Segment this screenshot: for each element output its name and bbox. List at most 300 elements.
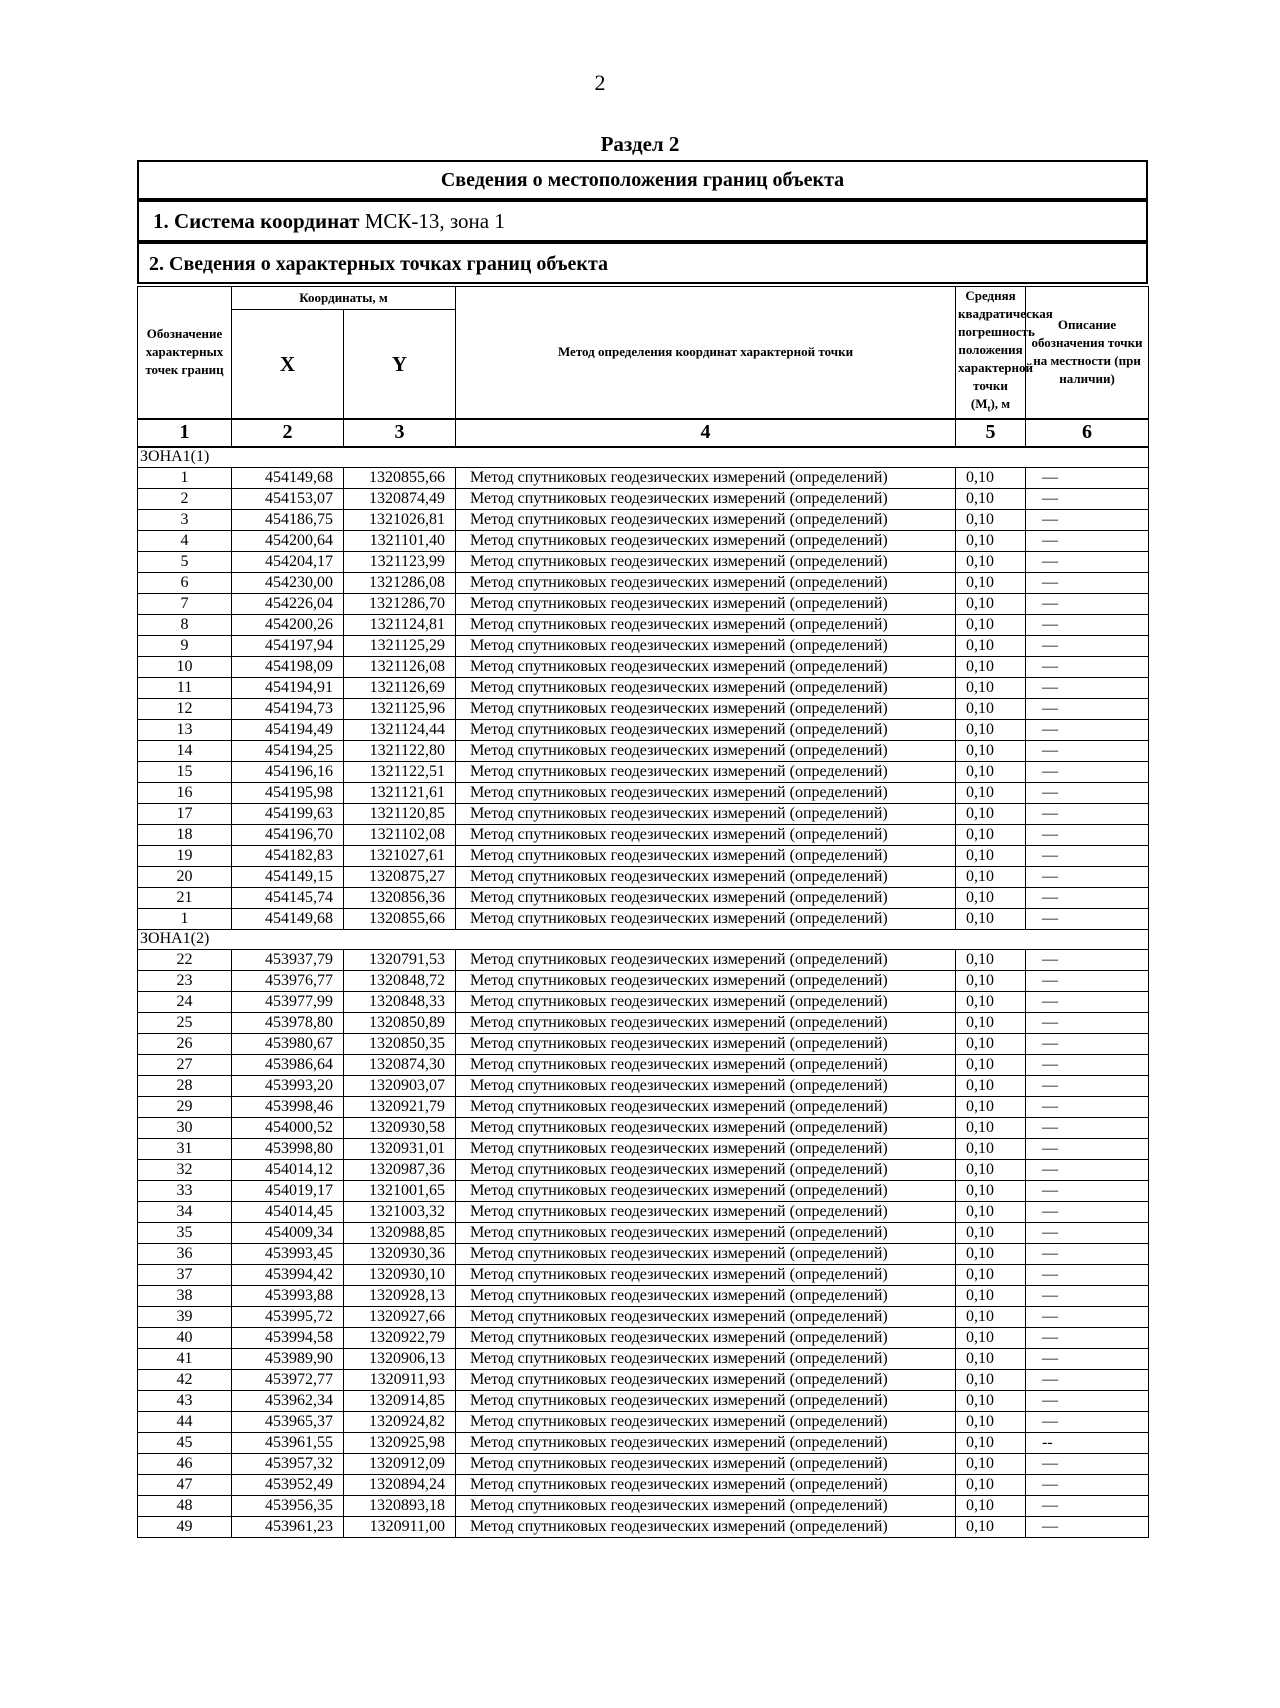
method-cell: Метод спутниковых геодезических измерений (определений) (456, 866, 956, 887)
table-row (138, 866, 1149, 887)
column-number: 2 (232, 419, 344, 447)
description-cell: — (1026, 740, 1149, 761)
accuracy-cell: 0,10 (956, 1138, 1026, 1159)
accuracy-cell: 0,10 (956, 803, 1026, 824)
coord-y: 1320930,58 (344, 1117, 456, 1138)
table-row (138, 1033, 1149, 1054)
table-row (138, 824, 1149, 845)
point-number: 4 (138, 530, 232, 551)
method-cell: Метод спутниковых геодезических измерений (определений) (456, 782, 956, 803)
method-cell: Метод спутниковых геодезических измерений (определений) (456, 572, 956, 593)
coord-system-label: 1. Система координат (153, 209, 360, 233)
coord-y: 1320914,85 (344, 1390, 456, 1411)
method-cell: Метод спутниковых геодезических измерений (определений) (456, 1222, 956, 1243)
table-row (138, 1474, 1149, 1495)
table-row (138, 1411, 1149, 1432)
table-row (138, 677, 1149, 698)
point-number: 40 (138, 1327, 232, 1348)
coord-x: 454014,12 (232, 1159, 344, 1180)
table-row (138, 551, 1149, 572)
accuracy-cell: 0,10 (956, 593, 1026, 614)
header-row-1 (138, 287, 1149, 310)
point-number: 2 (138, 488, 232, 509)
coord-y: 1321286,70 (344, 593, 456, 614)
table-row (138, 698, 1149, 719)
table-row (138, 572, 1149, 593)
method-cell: Метод спутниковых геодезических измерений (определений) (456, 908, 956, 929)
table-row (138, 488, 1149, 509)
accuracy-cell: 0,10 (956, 1012, 1026, 1033)
header-coordinates: Координаты, м (232, 287, 456, 310)
coord-y: 1320875,27 (344, 866, 456, 887)
coord-y: 1320987,36 (344, 1159, 456, 1180)
coord-x: 453972,77 (232, 1369, 344, 1390)
point-number: 35 (138, 1222, 232, 1243)
accuracy-cell: 0,10 (956, 1201, 1026, 1222)
section-title: Раздел 2 (600, 132, 680, 156)
table-row (138, 991, 1149, 1012)
description-cell: — (1026, 782, 1149, 803)
coord-system-value: МСК-13, зона 1 (364, 209, 505, 233)
method-cell: Метод спутниковых геодезических измерений (определений) (456, 1117, 956, 1138)
coord-x: 453977,99 (232, 991, 344, 1012)
coord-x: 453952,49 (232, 1474, 344, 1495)
accuracy-cell: 0,10 (956, 845, 1026, 866)
boundary-points-table (137, 286, 1149, 1538)
description-cell: — (1026, 719, 1149, 740)
method-cell: Метод спутниковых геодезических измерений (определений) (456, 677, 956, 698)
method-cell: Метод спутниковых геодезических измерений (определений) (456, 803, 956, 824)
point-number: 28 (138, 1075, 232, 1096)
description-cell: — (1026, 887, 1149, 908)
description-cell: — (1026, 1033, 1149, 1054)
table-row (138, 1432, 1149, 1453)
coord-x: 453993,88 (232, 1285, 344, 1306)
description-cell: — (1026, 1201, 1149, 1222)
point-number: 16 (138, 782, 232, 803)
table-row (138, 970, 1149, 991)
method-cell: Метод спутниковых геодезических измерений (определений) (456, 719, 956, 740)
coord-y: 1321120,85 (344, 803, 456, 824)
coord-x: 454204,17 (232, 551, 344, 572)
accuracy-cell: 0,10 (956, 488, 1026, 509)
method-cell: Метод спутниковых геодезических измерений (определений) (456, 1411, 956, 1432)
method-cell: Метод спутниковых геодезических измерений (определений) (456, 1033, 956, 1054)
coord-x: 454194,49 (232, 719, 344, 740)
point-number: 32 (138, 1159, 232, 1180)
coord-x: 454194,73 (232, 698, 344, 719)
description-cell: — (1026, 1264, 1149, 1285)
table-row (138, 1243, 1149, 1264)
coord-x: 454230,00 (232, 572, 344, 593)
point-number: 17 (138, 803, 232, 824)
description-cell: — (1026, 530, 1149, 551)
method-cell: Метод спутниковых геодезических измерений (определений) (456, 1012, 956, 1033)
description-cell: — (1026, 1327, 1149, 1348)
accuracy-cell: 0,10 (956, 1117, 1026, 1138)
method-cell: Метод спутниковых геодезических измерений (определений) (456, 1201, 956, 1222)
description-cell: — (1026, 1075, 1149, 1096)
accuracy-cell: 0,10 (956, 467, 1026, 488)
method-cell: Метод спутниковых геодезических измерений (определений) (456, 1474, 956, 1495)
table-row (138, 1159, 1149, 1180)
accuracy-cell: 0,10 (956, 530, 1026, 551)
point-number: 27 (138, 1054, 232, 1075)
header-description: Описание обозначения точки на местности (при наличии) (1026, 287, 1149, 419)
point-number: 34 (138, 1201, 232, 1222)
coord-y: 1320911,93 (344, 1369, 456, 1390)
coord-system-row (137, 200, 1148, 242)
column-number: 4 (456, 419, 956, 447)
point-number: 12 (138, 698, 232, 719)
point-number: 45 (138, 1432, 232, 1453)
coord-y: 1320894,24 (344, 1474, 456, 1495)
accuracy-cell: 0,10 (956, 1264, 1026, 1285)
coord-x: 453965,37 (232, 1411, 344, 1432)
description-cell: — (1026, 1012, 1149, 1033)
method-cell: Метод спутниковых геодезических измерений (определений) (456, 1495, 956, 1516)
coord-x: 453995,72 (232, 1306, 344, 1327)
coord-x: 453980,67 (232, 1033, 344, 1054)
coord-x: 454197,94 (232, 635, 344, 656)
table-row (138, 1096, 1149, 1117)
method-cell: Метод спутниковых геодезических измерений (определений) (456, 1285, 956, 1306)
accuracy-cell: 0,10 (956, 551, 1026, 572)
coord-y: 1320925,98 (344, 1432, 456, 1453)
point-number: 46 (138, 1453, 232, 1474)
coord-x: 454182,83 (232, 845, 344, 866)
method-cell: Метод спутниковых геодезических измерений (определений) (456, 1075, 956, 1096)
point-number: 33 (138, 1180, 232, 1201)
coord-x: 454145,74 (232, 887, 344, 908)
point-number: 11 (138, 677, 232, 698)
accuracy-cell: 0,10 (956, 614, 1026, 635)
coord-y: 1321122,51 (344, 761, 456, 782)
description-cell: — (1026, 1054, 1149, 1075)
coord-y: 1321124,44 (344, 719, 456, 740)
description-cell: — (1026, 1138, 1149, 1159)
point-number: 37 (138, 1264, 232, 1285)
coord-x: 454149,15 (232, 866, 344, 887)
table-row (138, 1327, 1149, 1348)
coord-y: 1320927,66 (344, 1306, 456, 1327)
method-cell: Метод спутниковых геодезических измерений (определений) (456, 824, 956, 845)
coord-y: 1321126,69 (344, 677, 456, 698)
accuracy-cell: 0,10 (956, 635, 1026, 656)
coord-x: 453961,23 (232, 1516, 344, 1537)
accuracy-cell: 0,10 (956, 970, 1026, 991)
coord-y: 1320988,85 (344, 1222, 456, 1243)
table-row (138, 908, 1149, 929)
description-cell: — (1026, 803, 1149, 824)
coord-y: 1321026,81 (344, 509, 456, 530)
coord-x: 454009,34 (232, 1222, 344, 1243)
description-cell: — (1026, 572, 1149, 593)
method-cell: Метод спутниковых геодезических измерений (определений) (456, 1516, 956, 1537)
description-cell: — (1026, 1348, 1149, 1369)
accuracy-cell: 0,10 (956, 866, 1026, 887)
point-number: 6 (138, 572, 232, 593)
method-cell: Метод спутниковых геодезических измерений (определений) (456, 1453, 956, 1474)
zone-row (138, 447, 1149, 468)
table-row (138, 740, 1149, 761)
point-number: 48 (138, 1495, 232, 1516)
column-number: 1 (138, 419, 232, 447)
method-cell: Метод спутниковых геодезических измерений (определений) (456, 761, 956, 782)
description-cell: — (1026, 635, 1149, 656)
table-row (138, 949, 1149, 970)
coord-y: 1320874,49 (344, 488, 456, 509)
coord-x: 454226,04 (232, 593, 344, 614)
accuracy-cell: 0,10 (956, 677, 1026, 698)
description-cell: — (1026, 761, 1149, 782)
description-cell: — (1026, 1453, 1149, 1474)
coord-y: 1320912,09 (344, 1453, 456, 1474)
accuracy-cell: 0,10 (956, 761, 1026, 782)
method-cell: Метод спутниковых геодезических измерений (определений) (456, 1327, 956, 1348)
description-cell: — (1026, 908, 1149, 929)
coord-y: 1321124,81 (344, 614, 456, 635)
coord-y: 1320930,10 (344, 1264, 456, 1285)
coord-x: 453937,79 (232, 949, 344, 970)
coord-y: 1320928,13 (344, 1285, 456, 1306)
accuracy-cell: 0,10 (956, 949, 1026, 970)
method-cell: Метод спутниковых геодезических измерений (определений) (456, 593, 956, 614)
point-number: 19 (138, 845, 232, 866)
table-row (138, 1012, 1149, 1033)
point-number: 9 (138, 635, 232, 656)
coord-x: 453998,46 (232, 1096, 344, 1117)
coord-x: 454196,16 (232, 761, 344, 782)
description-cell: — (1026, 593, 1149, 614)
coord-y: 1320906,13 (344, 1348, 456, 1369)
accuracy-cell: 0,10 (956, 1222, 1026, 1243)
header-designation: Обозначение характерных точек границ (138, 287, 232, 419)
description-cell: — (1026, 1180, 1149, 1201)
coord-x: 454198,09 (232, 656, 344, 677)
coord-y: 1320791,53 (344, 949, 456, 970)
coord-x: 453962,34 (232, 1390, 344, 1411)
method-cell: Метод спутниковых геодезических измерений (определений) (456, 1054, 956, 1075)
description-cell: — (1026, 866, 1149, 887)
coord-x: 454153,07 (232, 488, 344, 509)
accuracy-cell: 0,10 (956, 1180, 1026, 1201)
coord-y: 1320893,18 (344, 1495, 456, 1516)
coord-y: 1320921,79 (344, 1096, 456, 1117)
accuracy-cell: 0,10 (956, 572, 1026, 593)
coord-x: 454196,70 (232, 824, 344, 845)
point-number: 44 (138, 1411, 232, 1432)
description-cell: — (1026, 1516, 1149, 1537)
description-cell: — (1026, 551, 1149, 572)
method-cell: Метод спутниковых геодезических измерений (определений) (456, 1348, 956, 1369)
description-cell: — (1026, 1117, 1149, 1138)
method-cell: Метод спутниковых геодезических измерений (определений) (456, 1390, 956, 1411)
description-cell: — (1026, 1285, 1149, 1306)
point-number: 13 (138, 719, 232, 740)
method-cell: Метод спутниковых геодезических измерений (определений) (456, 1264, 956, 1285)
coord-x: 454199,63 (232, 803, 344, 824)
point-number: 47 (138, 1474, 232, 1495)
coord-y: 1320848,33 (344, 991, 456, 1012)
description-cell: — (1026, 1495, 1149, 1516)
coord-x: 453993,20 (232, 1075, 344, 1096)
zone-row (138, 929, 1149, 949)
table-row (138, 1201, 1149, 1222)
coord-x: 454149,68 (232, 908, 344, 929)
accuracy-cell: 0,10 (956, 1411, 1026, 1432)
point-number: 1 (138, 908, 232, 929)
coord-y: 1320924,82 (344, 1411, 456, 1432)
description-cell: — (1026, 824, 1149, 845)
accuracy-cell: 0,10 (956, 1159, 1026, 1180)
table-row (138, 1222, 1149, 1243)
page-number: 2 (594, 70, 606, 95)
method-cell: Метод спутниковых геодезических измерений (определений) (456, 1159, 956, 1180)
accuracy-cell: 0,10 (956, 1453, 1026, 1474)
description-cell: — (1026, 1222, 1149, 1243)
coord-y: 1321101,40 (344, 530, 456, 551)
table-row (138, 803, 1149, 824)
description-cell: — (1026, 509, 1149, 530)
table-row (138, 1075, 1149, 1096)
coord-x: 454000,52 (232, 1117, 344, 1138)
accuracy-cell: 0,10 (956, 908, 1026, 929)
block-title: Сведения о местоположения границ объекта (137, 160, 1148, 200)
description-cell: — (1026, 656, 1149, 677)
table-row (138, 614, 1149, 635)
table-row (138, 1138, 1149, 1159)
coord-y: 1320850,89 (344, 1012, 456, 1033)
points-title: 2. Сведения о характерных точках границ объекта (137, 242, 1148, 284)
coord-y: 1320874,30 (344, 1054, 456, 1075)
accuracy-cell: 0,10 (956, 740, 1026, 761)
zone-name: ЗОНА1(1) (138, 447, 1149, 468)
method-cell: Метод спутниковых геодезических измерений (определений) (456, 530, 956, 551)
point-number: 26 (138, 1033, 232, 1054)
accuracy-cell: 0,10 (956, 1306, 1026, 1327)
accuracy-cell: 0,10 (956, 1516, 1026, 1537)
description-cell: — (1026, 845, 1149, 866)
coord-y: 1321122,80 (344, 740, 456, 761)
accuracy-cell: 0,10 (956, 1033, 1026, 1054)
coord-y: 1321125,29 (344, 635, 456, 656)
table-row (138, 1180, 1149, 1201)
method-cell: Метод спутниковых геодезических измерений (определений) (456, 509, 956, 530)
coord-x: 454149,68 (232, 467, 344, 488)
accuracy-cell: 0,10 (956, 1474, 1026, 1495)
accuracy-cell: 0,10 (956, 887, 1026, 908)
coord-y: 1320930,36 (344, 1243, 456, 1264)
description-cell: — (1026, 1411, 1149, 1432)
table-row (138, 1495, 1149, 1516)
coord-y: 1321125,96 (344, 698, 456, 719)
column-number: 5 (956, 419, 1026, 447)
coord-x: 454194,25 (232, 740, 344, 761)
description-cell: — (1026, 949, 1149, 970)
table-row (138, 1348, 1149, 1369)
table-row (138, 761, 1149, 782)
coord-x: 454019,17 (232, 1180, 344, 1201)
description-cell: -- (1026, 1432, 1149, 1453)
table-row (138, 1390, 1149, 1411)
coord-x: 453978,80 (232, 1012, 344, 1033)
coord-x: 453986,64 (232, 1054, 344, 1075)
method-cell: Метод спутниковых геодезических измерений (определений) (456, 488, 956, 509)
coord-x: 453989,90 (232, 1348, 344, 1369)
coord-y: 1320855,66 (344, 467, 456, 488)
method-cell: Метод спутниковых геодезических измерений (определений) (456, 845, 956, 866)
method-cell: Метод спутниковых геодезических измерений (определений) (456, 635, 956, 656)
coord-y: 1321001,65 (344, 1180, 456, 1201)
coord-y: 1320931,01 (344, 1138, 456, 1159)
point-number: 21 (138, 887, 232, 908)
zone-name: ЗОНА1(2) (138, 929, 1149, 949)
description-cell: — (1026, 970, 1149, 991)
coord-x: 454200,26 (232, 614, 344, 635)
header-accuracy: Средняя квадратическая погрешность положения характерной точки $(M_t)$, м (956, 287, 1026, 419)
table-row (138, 1453, 1149, 1474)
point-number: 29 (138, 1096, 232, 1117)
method-cell: Метод спутниковых геодезических измерений (определений) (456, 740, 956, 761)
method-cell: Метод спутниковых геодезических измерений (определений) (456, 698, 956, 719)
table-row (138, 1117, 1149, 1138)
accuracy-cell: 0,10 (956, 1243, 1026, 1264)
table-row (138, 1369, 1149, 1390)
table-row (138, 1516, 1149, 1537)
coord-x: 453994,58 (232, 1327, 344, 1348)
point-number: 20 (138, 866, 232, 887)
accuracy-cell: 0,10 (956, 1054, 1026, 1075)
point-number: 15 (138, 761, 232, 782)
point-number: 1 (138, 467, 232, 488)
coord-x: 454200,64 (232, 530, 344, 551)
coord-x: 453998,80 (232, 1138, 344, 1159)
table-row (138, 719, 1149, 740)
coord-x: 453961,55 (232, 1432, 344, 1453)
coord-x: 453956,35 (232, 1495, 344, 1516)
description-cell: — (1026, 1096, 1149, 1117)
description-cell: — (1026, 698, 1149, 719)
method-cell: Метод спутниковых геодезических измерений (определений) (456, 970, 956, 991)
table-row (138, 1264, 1149, 1285)
accuracy-cell: 0,10 (956, 1348, 1026, 1369)
method-cell: Метод спутниковых геодезических измерений (определений) (456, 1432, 956, 1453)
table-row (138, 1285, 1149, 1306)
accuracy-cell: 0,10 (956, 656, 1026, 677)
description-cell: — (1026, 467, 1149, 488)
method-cell: Метод спутниковых геодезических измерений (определений) (456, 1243, 956, 1264)
point-number: 23 (138, 970, 232, 991)
point-number: 38 (138, 1285, 232, 1306)
coord-x: 453976,77 (232, 970, 344, 991)
coord-x: 453957,32 (232, 1453, 344, 1474)
header-y: Y (344, 309, 456, 418)
accuracy-cell: 0,10 (956, 1390, 1026, 1411)
column-number-row (138, 419, 1149, 447)
description-cell: — (1026, 488, 1149, 509)
description-cell: — (1026, 991, 1149, 1012)
point-number: 49 (138, 1516, 232, 1537)
table-row (138, 845, 1149, 866)
method-cell: Метод спутниковых геодезических измерений (определений) (456, 887, 956, 908)
point-number: 42 (138, 1369, 232, 1390)
coord-y: 1320850,35 (344, 1033, 456, 1054)
accuracy-cell: 0,10 (956, 698, 1026, 719)
coord-y: 1321003,32 (344, 1201, 456, 1222)
coord-y: 1320856,36 (344, 887, 456, 908)
description-cell: — (1026, 1390, 1149, 1411)
